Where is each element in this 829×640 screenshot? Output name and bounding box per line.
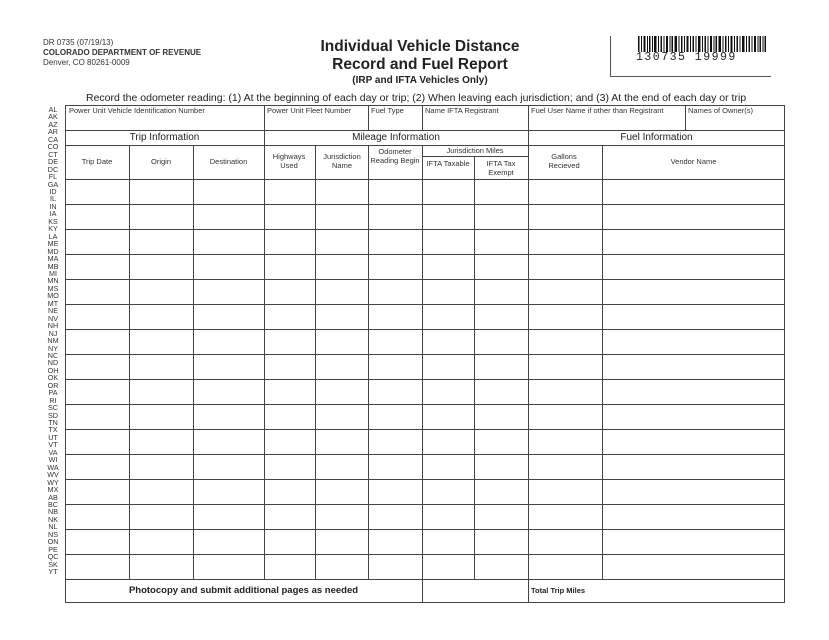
jurisdiction-code: WV <box>47 470 59 480</box>
jurisdiction-code: FL <box>48 172 58 182</box>
col-odometer-reading: Odometer Reading Begin <box>370 147 420 165</box>
jurisdiction-code: NY <box>48 343 58 353</box>
cell-odometer-reading[interactable] <box>369 505 422 529</box>
cell-jurisdiction-name[interactable] <box>316 280 368 304</box>
cell-gallons-received[interactable] <box>529 505 602 529</box>
total-trip-miles-label: Total Trip Miles <box>531 586 586 595</box>
cell-origin[interactable] <box>130 330 193 354</box>
jurisdiction-code: UT <box>48 432 58 442</box>
cell-origin[interactable] <box>130 405 193 429</box>
vin-field[interactable]: Power Unit Vehicle Identification Number <box>69 106 205 115</box>
cell-jurisdiction-name[interactable] <box>316 255 368 279</box>
cell-ifta-exempt[interactable] <box>475 355 528 379</box>
col-ifta-exempt: IFTA Tax Exempt <box>486 159 516 177</box>
cell-ifta-exempt[interactable] <box>475 280 528 304</box>
fuel-user-field[interactable]: Fuel User Name if other than Registrant <box>531 106 664 115</box>
cell-trip-date[interactable] <box>66 180 129 204</box>
cell-gallons-received[interactable] <box>529 255 602 279</box>
cell-highways-used[interactable] <box>265 255 315 279</box>
cell-odometer-reading[interactable] <box>369 280 422 304</box>
jurisdiction-code: MI <box>49 268 57 278</box>
cell-ifta-exempt[interactable] <box>475 230 528 254</box>
cell-highways-used[interactable] <box>265 480 315 504</box>
jurisdiction-code: MA <box>47 254 59 264</box>
cell-origin[interactable] <box>130 530 193 554</box>
col-vendor-name: Vendor Name <box>670 157 717 166</box>
jurisdiction-code: TX <box>48 425 58 435</box>
cell-origin[interactable] <box>130 355 193 379</box>
col-highways-used: Highways Used <box>272 152 306 170</box>
cell-origin[interactable] <box>130 255 193 279</box>
section-trip-information: Trip Information <box>129 132 200 143</box>
cell-jurisdiction-name[interactable] <box>316 405 368 429</box>
cell-trip-date[interactable] <box>66 380 129 404</box>
cell-ifta-exempt[interactable] <box>475 305 528 329</box>
cell-jurisdiction-name[interactable] <box>316 480 368 504</box>
cell-destination[interactable] <box>194 505 264 529</box>
jurisdiction-code: TN <box>48 418 58 428</box>
cell-gallons-received[interactable] <box>529 230 602 254</box>
barcode-number: 130735 19999 <box>636 51 737 64</box>
cell-trip-date[interactable] <box>66 455 129 479</box>
cell-gallons-received[interactable] <box>529 305 602 329</box>
col-gallons-received: Gallons Recieved <box>548 152 580 170</box>
cell-jurisdiction-name[interactable] <box>316 355 368 379</box>
jurisdiction-code: OH <box>47 365 59 375</box>
cell-destination[interactable] <box>194 230 264 254</box>
cell-trip-date[interactable] <box>66 555 129 579</box>
col-destination: Destination <box>209 157 248 166</box>
jurisdiction-code: NS <box>48 529 58 539</box>
cell-highways-used[interactable] <box>265 380 315 404</box>
jurisdiction-code: IA <box>49 209 57 219</box>
cell-vendor-name[interactable] <box>603 505 785 529</box>
cell-destination[interactable] <box>194 280 264 304</box>
cell-destination[interactable] <box>194 180 264 204</box>
cell-destination[interactable] <box>194 330 264 354</box>
jurisdiction-code: GA <box>47 179 59 189</box>
cell-odometer-reading[interactable] <box>369 255 422 279</box>
cell-destination[interactable] <box>194 355 264 379</box>
total-trip-miles-field[interactable] <box>600 580 784 602</box>
cell-ifta-taxable[interactable] <box>423 180 474 204</box>
ifta-registrant-field[interactable]: Name IFTA Registrant <box>425 106 499 115</box>
jurisdiction-code: NM <box>47 336 59 346</box>
jurisdiction-code: AL <box>48 105 58 114</box>
jurisdiction-code: QC <box>47 552 59 562</box>
cell-ifta-taxable[interactable] <box>423 330 474 354</box>
cell-highways-used[interactable] <box>265 505 315 529</box>
cell-ifta-taxable[interactable] <box>423 305 474 329</box>
cell-jurisdiction-name[interactable] <box>316 455 368 479</box>
jurisdiction-code: YT <box>48 567 58 577</box>
cell-trip-date[interactable] <box>66 530 129 554</box>
col-jurisdiction-name: Jurisdiction Name <box>323 152 361 170</box>
cell-ifta-exempt[interactable] <box>475 555 528 579</box>
cell-gallons-received[interactable] <box>529 480 602 504</box>
fuel-type-field[interactable]: Fuel Type <box>371 106 404 115</box>
cell-vendor-name[interactable] <box>603 430 785 454</box>
cell-jurisdiction-name[interactable] <box>316 430 368 454</box>
cell-ifta-taxable[interactable] <box>423 255 474 279</box>
cell-trip-date[interactable] <box>66 205 129 229</box>
cell-highways-used[interactable] <box>265 555 315 579</box>
cell-highways-used[interactable] <box>265 455 315 479</box>
section-mileage-information: Mileage Information <box>352 132 440 143</box>
cell-jurisdiction-name[interactable] <box>316 230 368 254</box>
cell-origin[interactable] <box>130 180 193 204</box>
cell-odometer-reading[interactable] <box>369 205 422 229</box>
form-subtitle: (IRP and IFTA Vehicles Only) <box>352 75 488 86</box>
jurisdiction-code: BC <box>48 500 58 510</box>
form-title-line2: Record and Fuel Report <box>332 56 508 73</box>
col-ifta-taxable: IFTA Taxable <box>426 159 470 168</box>
jurisdiction-code: NC <box>47 350 59 360</box>
jurisdiction-code: PA <box>48 388 58 398</box>
cell-ifta-taxable[interactable] <box>423 430 474 454</box>
cell-origin[interactable] <box>130 280 193 304</box>
jurisdiction-code: KS <box>48 216 58 226</box>
jurisdiction-code: ID <box>49 186 57 196</box>
cell-ifta-taxable[interactable] <box>423 355 474 379</box>
cell-ifta-exempt[interactable] <box>475 480 528 504</box>
cell-vendor-name[interactable] <box>603 455 785 479</box>
cell-highways-used[interactable] <box>265 230 315 254</box>
jurisdiction-code: MN <box>47 276 59 286</box>
cell-destination[interactable] <box>194 555 264 579</box>
cell-destination[interactable] <box>194 380 264 404</box>
jurisdiction-code: MO <box>47 291 59 301</box>
jurisdiction-code: SD <box>48 410 58 420</box>
cell-origin[interactable] <box>130 455 193 479</box>
cell-trip-date[interactable] <box>66 330 129 354</box>
jurisdiction-code: LA <box>48 231 58 241</box>
cell-destination[interactable] <box>194 405 264 429</box>
cell-ifta-taxable[interactable] <box>423 280 474 304</box>
jurisdiction-code: CT <box>48 149 58 159</box>
cell-trip-date[interactable] <box>66 280 129 304</box>
jurisdiction-code: VT <box>48 440 58 450</box>
department-address: Denver, CO 80261-0009 <box>43 58 130 67</box>
cell-highways-used[interactable] <box>265 530 315 554</box>
cell-highways-used[interactable] <box>265 430 315 454</box>
jurisdiction-code: KY <box>48 224 58 234</box>
cell-destination[interactable] <box>194 255 264 279</box>
footer-note: Photocopy and submit additional pages as needed <box>128 585 359 596</box>
cell-trip-date[interactable] <box>66 430 129 454</box>
jurisdiction-code: MD <box>47 246 59 256</box>
cell-ifta-exempt[interactable] <box>475 380 528 404</box>
jurisdiction-code: ME <box>47 239 59 249</box>
cell-ifta-exempt[interactable] <box>475 455 528 479</box>
cell-destination[interactable] <box>194 205 264 229</box>
cell-gallons-received[interactable] <box>529 380 602 404</box>
cell-ifta-taxable[interactable] <box>423 205 474 229</box>
cell-odometer-reading[interactable] <box>369 180 422 204</box>
cell-ifta-taxable[interactable] <box>423 380 474 404</box>
cell-gallons-received[interactable] <box>529 280 602 304</box>
cell-trip-date[interactable] <box>66 255 129 279</box>
cell-origin[interactable] <box>130 205 193 229</box>
cell-ifta-exempt[interactable] <box>475 405 528 429</box>
cell-ifta-taxable[interactable] <box>423 405 474 429</box>
cell-ifta-taxable[interactable] <box>423 555 474 579</box>
jurisdiction-code: SC <box>48 403 58 413</box>
cell-ifta-exempt[interactable] <box>475 530 528 554</box>
cell-vendor-name[interactable] <box>603 280 785 304</box>
cell-odometer-reading[interactable] <box>369 305 422 329</box>
cell-highways-used[interactable] <box>265 280 315 304</box>
jurisdiction-code: ON <box>47 537 59 547</box>
cell-ifta-taxable[interactable] <box>423 530 474 554</box>
cell-gallons-received[interactable] <box>529 205 602 229</box>
jurisdiction-code: IL <box>50 194 56 204</box>
department-name: COLORADO DEPARTMENT OF REVENUE <box>43 48 202 57</box>
cell-destination[interactable] <box>194 480 264 504</box>
cell-jurisdiction-name[interactable] <box>316 205 368 229</box>
cell-trip-date[interactable] <box>66 480 129 504</box>
cell-jurisdiction-name[interactable] <box>316 180 368 204</box>
jurisdiction-code: AZ <box>48 119 58 129</box>
footer-blank-cell[interactable] <box>423 580 528 602</box>
cell-gallons-received[interactable] <box>529 455 602 479</box>
cell-vendor-name[interactable] <box>603 305 785 329</box>
jurisdiction-code: PE <box>48 544 58 554</box>
cell-jurisdiction-name[interactable] <box>316 505 368 529</box>
cell-gallons-received[interactable] <box>529 430 602 454</box>
cell-highways-used[interactable] <box>265 205 315 229</box>
cell-gallons-received[interactable] <box>529 330 602 354</box>
cell-odometer-reading[interactable] <box>369 530 422 554</box>
jurisdiction-code: NJ <box>48 328 58 338</box>
jurisdiction-code: CA <box>48 134 58 144</box>
cell-origin[interactable] <box>130 555 193 579</box>
col-origin: Origin <box>150 157 171 166</box>
cell-gallons-received[interactable] <box>529 555 602 579</box>
form-title-line1: Individual Vehicle Distance <box>320 38 520 55</box>
cell-vendor-name[interactable] <box>603 530 785 554</box>
jurisdiction-code: NV <box>48 313 58 323</box>
cell-vendor-name[interactable] <box>603 230 785 254</box>
cell-odometer-reading[interactable] <box>369 355 422 379</box>
cell-trip-date[interactable] <box>66 355 129 379</box>
cell-gallons-received[interactable] <box>529 180 602 204</box>
cell-odometer-reading[interactable] <box>369 480 422 504</box>
cell-odometer-reading[interactable] <box>369 330 422 354</box>
jurisdiction-code: MX <box>47 485 59 495</box>
jurisdiction-code: AR <box>48 127 58 137</box>
cell-vendor-name[interactable] <box>603 255 785 279</box>
cell-origin[interactable] <box>130 230 193 254</box>
cell-destination[interactable] <box>194 455 264 479</box>
jurisdiction-code: WA <box>47 462 59 472</box>
cell-origin[interactable] <box>130 480 193 504</box>
jurisdiction-code: DC <box>47 164 59 174</box>
jurisdiction-code: NL <box>48 522 58 532</box>
jurisdiction-code: CO <box>47 142 59 152</box>
cell-odometer-reading[interactable] <box>369 555 422 579</box>
jurisdiction-code: WY <box>47 477 59 487</box>
cell-trip-date[interactable] <box>66 230 129 254</box>
jurisdiction-code: WI <box>48 455 58 465</box>
cell-ifta-exempt[interactable] <box>475 505 528 529</box>
jurisdiction-code: NH <box>47 321 59 331</box>
jurisdiction-code: ND <box>47 358 59 368</box>
jurisdiction-code: AK <box>48 112 58 122</box>
cell-vendor-name[interactable] <box>603 380 785 404</box>
cell-destination[interactable] <box>194 530 264 554</box>
cell-ifta-taxable[interactable] <box>423 230 474 254</box>
jurisdiction-code: NE <box>48 306 58 316</box>
jurisdiction-code: VA <box>48 447 58 457</box>
cell-vendor-name[interactable] <box>603 355 785 379</box>
cell-origin[interactable] <box>130 380 193 404</box>
cell-vendor-name[interactable] <box>603 480 785 504</box>
cell-highways-used[interactable] <box>265 355 315 379</box>
jurisdiction-code: DE <box>48 157 58 167</box>
cell-highways-used[interactable] <box>265 330 315 354</box>
section-fuel-information: Fuel Information <box>620 132 693 143</box>
cell-vendor-name[interactable] <box>603 205 785 229</box>
cell-vendor-name[interactable] <box>603 330 785 354</box>
jurisdiction-code: OR <box>47 380 59 390</box>
jurisdiction-code: RI <box>49 395 57 405</box>
cell-odometer-reading[interactable] <box>369 455 422 479</box>
cell-odometer-reading[interactable] <box>369 430 422 454</box>
jurisdiction-code: IN <box>49 201 57 211</box>
form-number: DR 0735 (07/19/13) <box>43 38 114 47</box>
cell-jurisdiction-name[interactable] <box>316 380 368 404</box>
owners-field[interactable]: Names of Owner(s) <box>688 106 754 115</box>
cell-ifta-exempt[interactable] <box>475 430 528 454</box>
cell-gallons-received[interactable] <box>529 355 602 379</box>
cell-origin[interactable] <box>130 430 193 454</box>
jurisdiction-code: NK <box>48 514 58 524</box>
cell-ifta-taxable[interactable] <box>423 505 474 529</box>
jurisdiction-code: OK <box>47 373 59 383</box>
cell-jurisdiction-name[interactable] <box>316 555 368 579</box>
fleet-number-field[interactable]: Power Unit Fleet Number <box>267 106 352 115</box>
jurisdiction-code: AB <box>48 492 58 502</box>
jurisdiction-code: MS <box>47 283 59 293</box>
cell-vendor-name[interactable] <box>603 405 785 429</box>
cell-origin[interactable] <box>130 305 193 329</box>
cell-trip-date[interactable] <box>66 305 129 329</box>
cell-odometer-reading[interactable] <box>369 380 422 404</box>
jurisdiction-code: MT <box>47 298 59 308</box>
instructions: Record the odometer reading: (1) At the beginning of each day or trip; (2) When leaving each jurisdiction; and (3) At the end of each day or trip <box>86 92 747 104</box>
jurisdiction-code: MB <box>47 261 59 271</box>
cell-ifta-exempt[interactable] <box>475 330 528 354</box>
cell-vendor-name[interactable] <box>603 555 785 579</box>
cell-ifta-exempt[interactable] <box>475 180 528 204</box>
cell-trip-date[interactable] <box>66 405 129 429</box>
cell-highways-used[interactable] <box>265 305 315 329</box>
cell-odometer-reading[interactable] <box>369 230 422 254</box>
cell-jurisdiction-name[interactable] <box>316 330 368 354</box>
cell-jurisdiction-name[interactable] <box>316 305 368 329</box>
cell-destination[interactable] <box>194 305 264 329</box>
cell-highways-used[interactable] <box>265 180 315 204</box>
cell-odometer-reading[interactable] <box>369 405 422 429</box>
cell-jurisdiction-name[interactable] <box>316 530 368 554</box>
col-jurisdiction-miles: Jurisdiction Miles <box>446 146 504 155</box>
cell-ifta-exempt[interactable] <box>475 255 528 279</box>
jurisdiction-code: NB <box>48 507 58 517</box>
cell-highways-used[interactable] <box>265 405 315 429</box>
col-trip-date: Trip Date <box>81 157 113 166</box>
jurisdiction-code: SK <box>48 559 58 569</box>
cell-vendor-name[interactable] <box>603 180 785 204</box>
cell-ifta-exempt[interactable] <box>475 205 528 229</box>
cell-gallons-received[interactable] <box>529 405 602 429</box>
cell-gallons-received[interactable] <box>529 530 602 554</box>
cell-trip-date[interactable] <box>66 505 129 529</box>
cell-ifta-taxable[interactable] <box>423 480 474 504</box>
cell-origin[interactable] <box>130 505 193 529</box>
cell-destination[interactable] <box>194 430 264 454</box>
cell-ifta-taxable[interactable] <box>423 455 474 479</box>
